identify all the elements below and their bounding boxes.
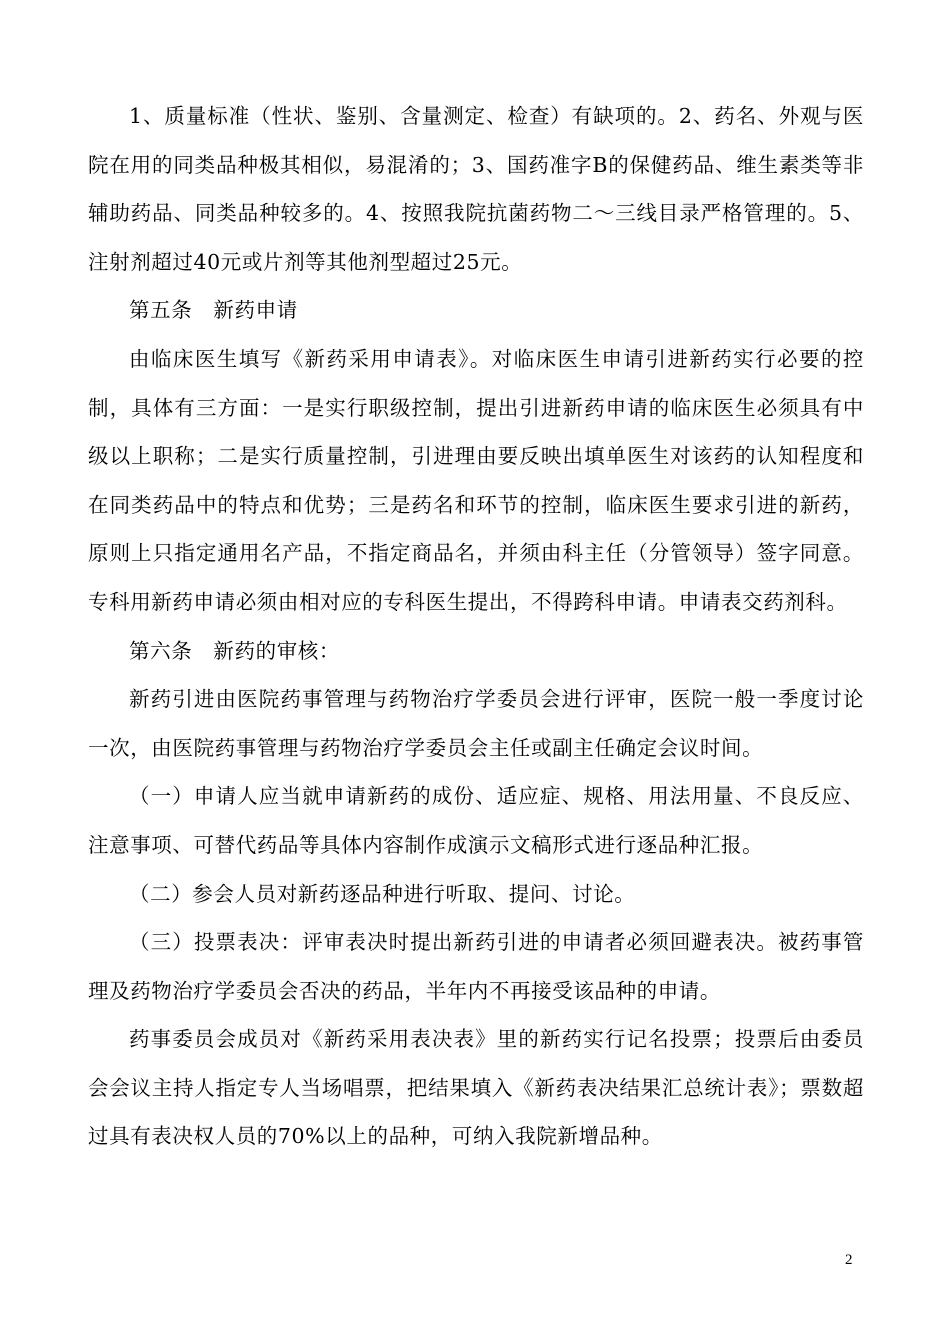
document-body	[88, 92, 864, 1161]
paragraph-voting: 药事委员会成员对《新药采用表决表》里的新药实行记名投票；投票后由委员会会议主持人指定专人当场唱票，把结果填入《新药表决结果汇总统计表》；票数超过具有表决权人员的70%以上的品种，可纳入我院新增品种。	[88, 1027, 864, 1149]
heading-article-6: 第六条 新药的审核：	[129, 638, 340, 663]
page-number: 2	[845, 1252, 853, 1268]
paragraph-new-drug-application: 由临床医生填写《新药采用申请表》。对临床医生申请引进新药实行必要的控制，具体有三方面：一是实行职级控制，提出引进新药申请的临床医生必须具有中级以上职称；二是实行质量控制，引进理由要反映出填单医生对该药的认知程度和在同类药品中的特点和优势；三是药名和环节的控制，临床医生要求引进的新药，原则上只指定通用名产品，不指定商品名，并须由科主任（分管领导）签字同意。专科用新药申请必须由相对应的专科医生提出，不得跨科申请。申请表交药剂科。	[88, 346, 864, 614]
paragraph-item-3: （三）投票表决：评审表决时提出新药引进的申请者必须回避表决。被药事管理及药物治疗学委员会否决的药品，半年内不再接受该品种的申请。	[88, 930, 864, 1003]
paragraph-item-2: （二）参会人员对新药逐品种进行听取、提问、讨论。	[129, 881, 636, 906]
paragraph-quality-criteria: 1、质量标准（性状、鉴别、含量测定、检查）有缺项的。2、药名、外观与医院在用的同类品种极其相似，易混淆的；3、国药准字B的保健药品、维生素类等非辅助药品、同类品种较多的。4、按照我院抗菌药物二～三线目录严格管理的。5、注射剂超过40元或片剂等其他剂型超过25元。	[88, 104, 864, 274]
paragraph-item-1: （一）申请人应当就申请新药的成份、适应症、规格、用法用量、不良反应、注意事项、可替代药品等具体内容制作成演示文稿形式进行逐品种汇报。	[88, 784, 864, 857]
paragraph-review-committee: 新药引进由医院药事管理与药物治疗学委员会进行评审，医院一般一季度讨论一次，由医院药事管理与药物治疗学委员会主任或副主任确定会议时间。	[88, 687, 864, 760]
heading-article-5: 第五条 新药申请	[129, 298, 298, 323]
